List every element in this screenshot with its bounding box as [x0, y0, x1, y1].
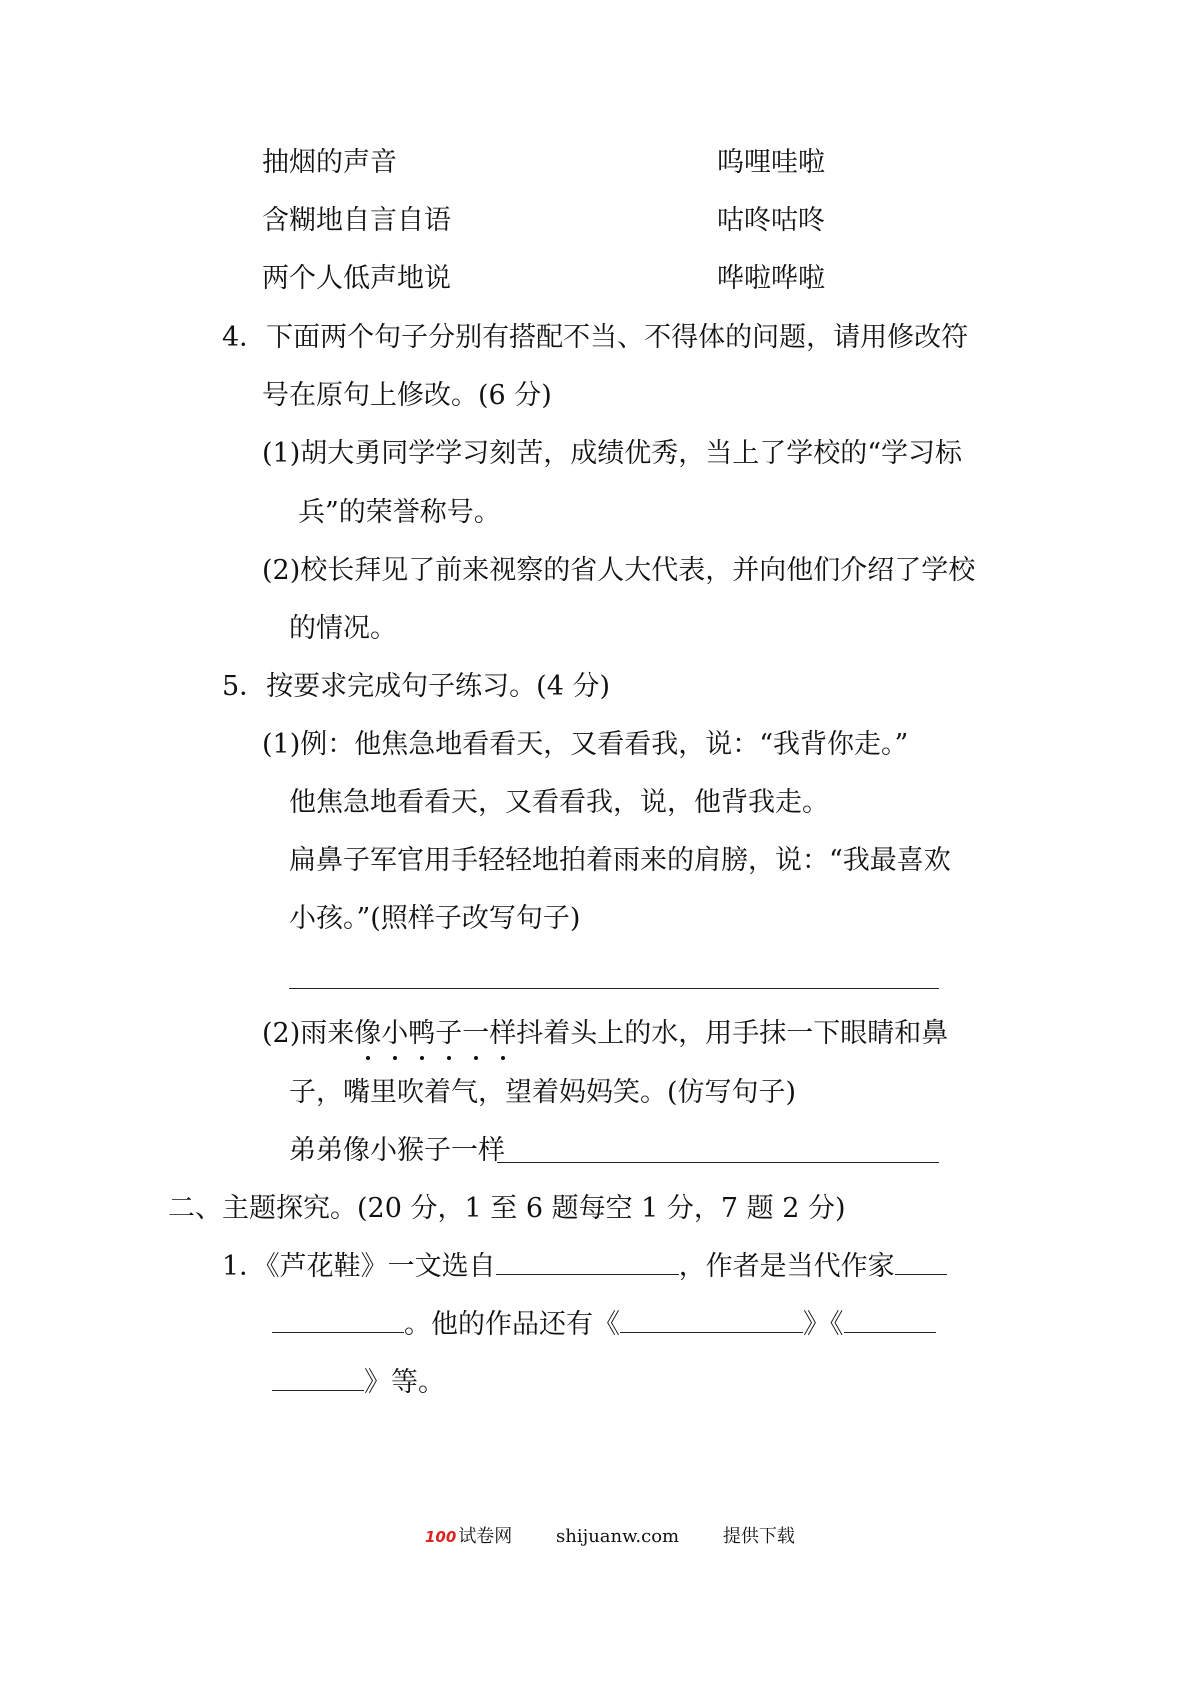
q5-example-line1: (1)例：他焦急地看看天，又看看我，说：“我背你走。”: [262, 729, 909, 760]
q5-imitate-prompt: 弟弟像小猴子一样: [289, 1135, 505, 1166]
match-left-2: 含糊地自言自语: [262, 205, 451, 236]
section2-q1-line3: [272, 1366, 445, 1400]
q1-blank-work2-b[interactable]: [272, 1366, 364, 1391]
q1-blank-author-a[interactable]: [895, 1250, 947, 1275]
section2-q1-line2: [272, 1308, 936, 1342]
q5-answer-line-1[interactable]: [289, 988, 939, 989]
q5-task-line2: 小孩。”(照样子改写句子): [289, 903, 581, 934]
match-right-1: 呜哩哇啦: [717, 147, 825, 178]
dotted-char: 小: [381, 1018, 409, 1049]
q1-text-part4: 》《: [803, 1309, 844, 1340]
q1-blank-work2-a[interactable]: [844, 1308, 936, 1333]
section2-q1-line1: [222, 1250, 947, 1284]
dotted-char: 一: [462, 1018, 490, 1049]
q5-sentence2-line2: 子，嘴里吹着气，望着妈妈笑。(仿写句子): [289, 1077, 797, 1108]
q1-text-part1: 1．《芦花鞋》一文选自: [222, 1251, 496, 1282]
match-right-2: 咕咚咕咚: [717, 205, 825, 236]
footer: [425, 1525, 795, 1549]
q5-example-line2: 他焦急地看看天，又看看我，说，他背我走。: [289, 787, 829, 818]
q1-blank-work1[interactable]: [620, 1308, 803, 1333]
footer-site-name: 试卷网: [458, 1526, 513, 1547]
logo-100-icon: 100: [425, 1528, 457, 1546]
q5-s2-prefix: (2)雨来: [262, 1018, 355, 1049]
dotted-char: 样: [489, 1018, 517, 1049]
q1-blank-source[interactable]: [496, 1250, 679, 1275]
q4-sentence2-line1: (2)校长拜见了前来视察的省人大代表，并向他们介绍了学校: [262, 555, 976, 586]
q5-sentence2-line1: [262, 1017, 948, 1051]
match-right-3: 哗啦哗啦: [717, 263, 825, 294]
q5-s2-suffix: 抖着头上的水，用手抹一下眼睛和鼻: [516, 1018, 949, 1049]
q5-task-line1: 扁鼻子军官用手轻轻地拍着雨来的肩膀，说：“我最喜欢: [289, 845, 951, 876]
q1-text-part5: 》等。: [364, 1367, 445, 1398]
q1-text-part2: ，作者是当代作家: [678, 1251, 895, 1282]
q5-answer-line-2[interactable]: [497, 1162, 939, 1163]
footer-note: 提供下载: [722, 1526, 795, 1547]
match-left-3: 两个人低声地说: [262, 263, 451, 294]
q5-stem: 5．按要求完成句子练习。(4 分): [222, 671, 611, 702]
q4-stem-line1: 4．下面两个句子分别有搭配不当、不得体的问题，请用修改符: [222, 322, 969, 353]
q4-sentence1-line1: (1)胡大勇同学学习刻苦，成绩优秀，当上了学校的“学习标: [262, 438, 963, 469]
match-left-1: 抽烟的声音: [262, 147, 397, 178]
dotted-char: 像: [354, 1018, 382, 1049]
section2-heading: 二、主题探究。(20 分，1 至 6 题每空 1 分，7 题 2 分): [168, 1193, 846, 1224]
q4-sentence2-line2: 的情况。: [289, 613, 397, 644]
q4-stem-line2: 号在原句上修改。(6 分): [262, 380, 552, 411]
footer-url[interactable]: shijuanw.com: [556, 1526, 680, 1547]
dotted-char: 鸭: [408, 1018, 436, 1049]
dotted-char: 子: [435, 1018, 463, 1049]
q4-sentence1-line2: 兵”的荣誉称号。: [298, 497, 501, 528]
q1-text-part3: 。他的作品还有《: [404, 1309, 620, 1340]
q1-blank-author-b[interactable]: [272, 1308, 404, 1333]
